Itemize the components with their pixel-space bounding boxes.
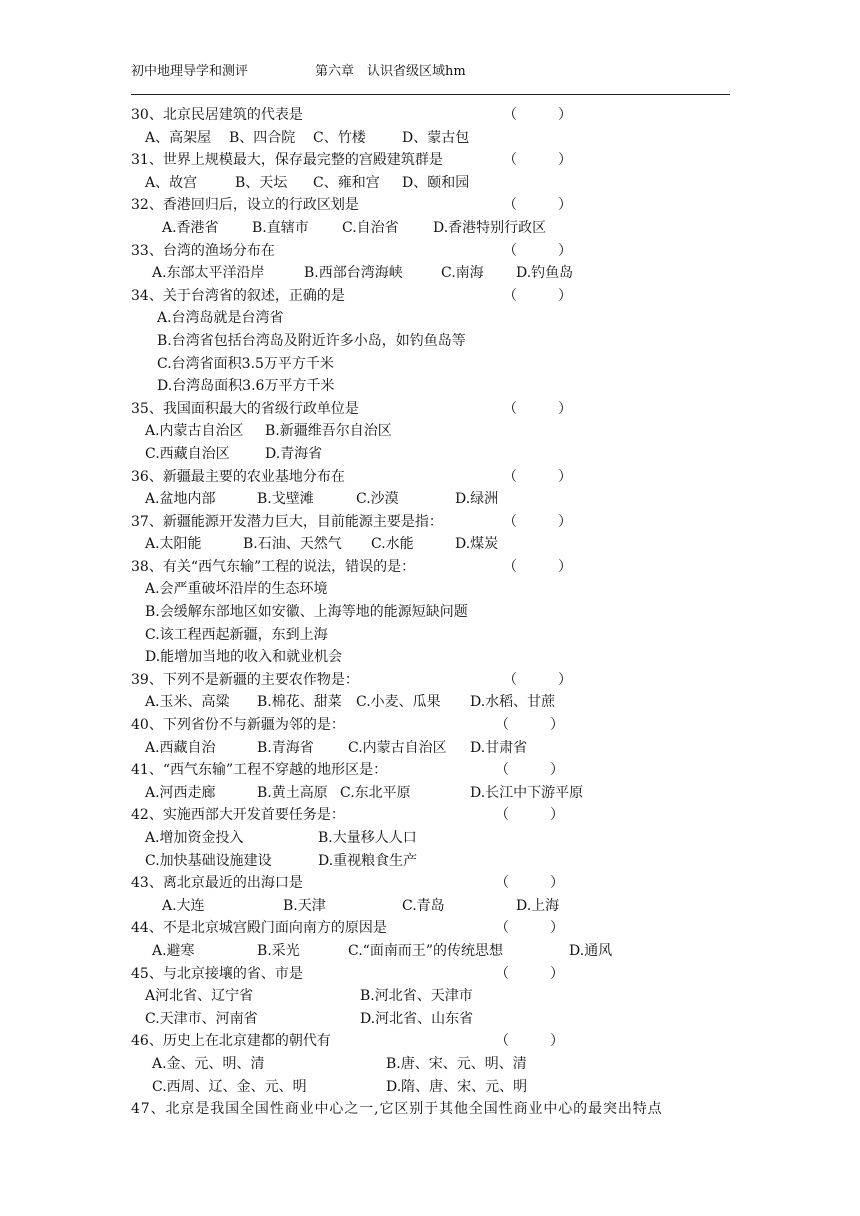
question-stem <box>131 669 741 692</box>
answer-option: A.增加资金投入 <box>145 830 244 846</box>
answer-option: C.天津市、河南省 <box>145 1010 258 1027</box>
answer-option: C、雍和宫 <box>313 174 380 191</box>
question-stem <box>131 1030 741 1053</box>
options-row <box>131 533 741 556</box>
paren-open: （ <box>495 920 509 937</box>
options-row <box>131 1076 741 1099</box>
question-text: 30、北京民居建筑的代表是 <box>131 107 303 123</box>
answer-option: C.小麦、瓜果 <box>356 694 441 711</box>
question-stem <box>131 104 741 127</box>
answer-option: A.盆地内部 <box>145 491 216 508</box>
answer-option: A.太阳能 <box>145 536 202 553</box>
answer-option: C.该工程西起新疆，东到上海 <box>145 626 328 643</box>
paren-close: ） <box>558 671 572 688</box>
question-stem <box>131 963 741 986</box>
options-row <box>131 691 741 714</box>
answer-option: A、故宫 <box>145 174 198 191</box>
header-divider <box>131 94 730 95</box>
answer-option: B.戈壁滩 <box>257 491 314 508</box>
paren-open: （ <box>503 242 517 259</box>
answer-option: D.青海省 <box>265 445 323 462</box>
question-stem <box>131 194 741 217</box>
options-row <box>131 420 741 443</box>
paren-open: （ <box>503 671 517 688</box>
question-text: 41、“西气东输”工程不穿越的地形区是： <box>131 762 388 779</box>
answer-option: B.天津 <box>283 897 326 914</box>
question-stem <box>131 556 741 579</box>
question-stem <box>131 398 741 421</box>
paren-open: （ <box>495 807 509 824</box>
answer-option: A.内蒙古自治区 <box>145 423 244 440</box>
paren-open: （ <box>503 513 517 530</box>
paren-open: （ <box>503 400 517 417</box>
question-text: 36、新疆最主要的农业基地分布在 <box>131 468 345 485</box>
answer-option: D.香港特别行政区 <box>433 219 547 236</box>
paren-open: （ <box>495 762 509 779</box>
question-stem <box>131 240 741 263</box>
question-text: 47、北京是我国全国性商业中心之一,它区别于其他全国性商业中心的最突出特点 <box>131 1101 663 1118</box>
question-text: 42、实施西部大开发首要任务是： <box>131 807 345 824</box>
answer-option: A.金、元、明、清 <box>152 1055 265 1072</box>
question-text: 37、新疆能源开发潜力巨大，目前能源主要是指： <box>131 513 443 530</box>
paren-close: ） <box>550 875 564 892</box>
answer-option: A.香港省 <box>162 219 219 236</box>
answer-option: B.黄土高原 <box>257 784 328 801</box>
question-text: 44、不是北京城宫殿门面向南方的原因是 <box>131 920 387 937</box>
question-text: 31、世界上规模最大，保存最完整的宫殿建筑群是 <box>131 152 443 169</box>
options-row <box>131 172 741 195</box>
question-stem <box>131 714 741 737</box>
paren-close: ） <box>558 152 572 169</box>
header-chapter: 第六章 认识省级区域hm <box>315 64 466 79</box>
answer-option: C.加快基础设施建设 <box>145 852 272 869</box>
paren-close: ） <box>558 242 572 259</box>
options-row <box>131 375 741 398</box>
answer-option: A.东部太平洋沿岸 <box>152 265 265 282</box>
options-row <box>131 850 741 873</box>
question-stem <box>131 466 741 489</box>
question-text: 38、有关“西气东输”工程的说法，错误的是： <box>131 558 416 575</box>
options-row <box>131 895 741 918</box>
answer-option: B.台湾省包括台湾岛及附近许多小岛，如钓鱼岛等 <box>157 332 466 349</box>
answer-option: B.采光 <box>257 942 300 959</box>
answer-option: B、天坛 <box>235 174 288 191</box>
answer-option: C.沙漠 <box>356 491 399 508</box>
answer-option: B.大量移人人口 <box>318 830 417 846</box>
answer-option: D.重视粮食生产 <box>318 852 418 869</box>
answer-option: C.“面南而王”的传统思想 <box>348 942 503 959</box>
options-row <box>131 307 741 330</box>
question-text: 46、历史上在北京建都的朝代有 <box>131 1033 331 1050</box>
question-text: 40、下列省份不与新疆为邻的是： <box>131 717 345 734</box>
answer-option: D.上海 <box>516 897 560 914</box>
answer-option: B.棉花、甜菜 <box>257 694 342 711</box>
answer-option: B.西部台湾海峡 <box>304 265 403 282</box>
options-row <box>131 443 741 466</box>
options-row <box>131 646 741 669</box>
options-row <box>131 353 741 376</box>
answer-option: D.长江中下游平原 <box>470 784 584 801</box>
question-stem <box>131 759 741 782</box>
answer-option: C.东北平原 <box>340 784 411 801</box>
answer-option: D.河北省、山东省 <box>360 1010 474 1027</box>
options-row <box>131 330 741 353</box>
answer-option: A.玉米、高粱 <box>145 694 230 711</box>
answer-option: B.石油、天然气 <box>243 536 342 553</box>
answer-option: D.甘肃省 <box>470 739 528 756</box>
answer-option: B.青海省 <box>257 739 314 756</box>
answer-option: A、高架屋 <box>145 129 212 146</box>
options-row <box>131 262 741 285</box>
paren-close: ） <box>550 965 564 982</box>
question-text: 32、香港回归后，设立的行政区划是 <box>131 197 359 214</box>
question-stem <box>131 1098 741 1121</box>
question-text: 34、关于台湾省的叙述，正确的是 <box>131 287 345 304</box>
paren-close: ） <box>558 513 572 530</box>
answer-option: A.台湾岛就是台湾省 <box>157 310 284 327</box>
page-header <box>131 60 466 79</box>
question-list <box>131 104 741 1121</box>
answer-option: D.隋、唐、宋、元、明 <box>386 1078 528 1095</box>
question-stem <box>131 285 741 308</box>
answer-option: A.会严重破坏沿岸的生态环境 <box>145 581 328 598</box>
options-row <box>131 488 741 511</box>
question-text: 39、下列不是新疆的主要农作物是： <box>131 671 359 688</box>
question-stem <box>131 804 741 827</box>
paren-open: （ <box>503 152 517 169</box>
answer-option: B.会缓解东部地区如安徽、上海等地的能源短缺问题 <box>145 604 468 621</box>
answer-option: D.钓鱼岛 <box>516 265 574 282</box>
answer-option: D.能增加当地的收入和就业机会 <box>145 649 343 666</box>
answer-option: C.水能 <box>371 536 414 553</box>
answer-option: C.自治省 <box>342 219 399 236</box>
paren-close: ） <box>558 558 572 575</box>
question-text: 35、我国面积最大的省级行政单位是 <box>131 400 359 417</box>
answer-option: A.河西走廊 <box>145 784 216 801</box>
paren-open: （ <box>495 875 509 892</box>
answer-option: A.大连 <box>162 897 205 914</box>
paren-open: （ <box>495 717 509 734</box>
answer-option: B.河北省、天津市 <box>360 988 473 1005</box>
paren-open: （ <box>495 965 509 982</box>
paren-close: ） <box>550 762 564 779</box>
options-row <box>131 1008 741 1031</box>
paren-open: （ <box>503 558 517 575</box>
paren-open: （ <box>503 287 517 304</box>
answer-option: D、蒙古包 <box>402 129 470 146</box>
options-row <box>131 985 741 1008</box>
paren-close: ） <box>558 287 572 304</box>
answer-option: A.西藏自治 <box>145 739 216 756</box>
options-row <box>131 624 741 647</box>
answer-option: C.西藏自治区 <box>145 445 230 462</box>
answer-option: D.煤炭 <box>455 536 499 553</box>
options-row <box>131 827 741 850</box>
answer-option: C、竹楼 <box>313 129 366 146</box>
paren-open: （ <box>495 1033 509 1050</box>
paren-open: （ <box>503 197 517 214</box>
paren-open: （ <box>503 468 517 485</box>
paren-close: ） <box>558 400 572 417</box>
answer-option: B.唐、宋、元、明、清 <box>386 1055 527 1072</box>
question-stem <box>131 149 741 172</box>
answer-option: A.避寒 <box>152 942 195 959</box>
answer-option: B.新疆维吾尔自治区 <box>265 423 392 440</box>
answer-option: C.西周、辽、金、元、明 <box>152 1078 307 1095</box>
paren-open: （ <box>503 107 517 123</box>
options-row <box>131 1053 741 1076</box>
paren-close: ） <box>550 807 564 824</box>
answer-option: B、四合院 <box>229 129 296 146</box>
answer-option: C.青岛 <box>402 897 445 914</box>
answer-option: D.水稻、甘蔗 <box>470 694 556 711</box>
answer-option: D、颐和园 <box>402 174 470 191</box>
question-stem <box>131 511 741 534</box>
question-text: 33、台湾的渔场分布在 <box>131 242 275 259</box>
answer-option: D.绿洲 <box>455 491 499 508</box>
question-stem <box>131 872 741 895</box>
options-row <box>131 578 741 601</box>
header-title: 初中地理导学和测评 <box>131 64 249 79</box>
options-row <box>131 601 741 624</box>
paren-close: ） <box>558 468 572 485</box>
paren-close: ） <box>550 920 564 937</box>
options-row <box>131 782 741 805</box>
options-row <box>131 217 741 240</box>
answer-option: B.直辖市 <box>252 219 309 236</box>
answer-option: D.台湾岛面积3.6万平方千米 <box>157 378 335 395</box>
question-text: 45、与北京接壤的省、市是 <box>131 965 303 982</box>
answer-option: D.通风 <box>569 942 613 959</box>
options-row <box>131 940 741 963</box>
answer-option: C.内蒙古自治区 <box>348 739 447 756</box>
paren-close: ） <box>550 717 564 734</box>
question-stem <box>131 917 741 940</box>
answer-option: C.台湾省面积3.5万平方千米 <box>157 355 334 372</box>
paren-close: ） <box>558 197 572 214</box>
answer-option: A河北省、辽宁省 <box>145 988 254 1005</box>
paren-close: ） <box>550 1033 564 1050</box>
options-row <box>131 737 741 760</box>
question-text: 43、离北京最近的出海口是 <box>131 875 303 892</box>
answer-option: C.南海 <box>441 265 484 282</box>
paren-close: ） <box>558 107 572 123</box>
options-row <box>131 127 741 150</box>
